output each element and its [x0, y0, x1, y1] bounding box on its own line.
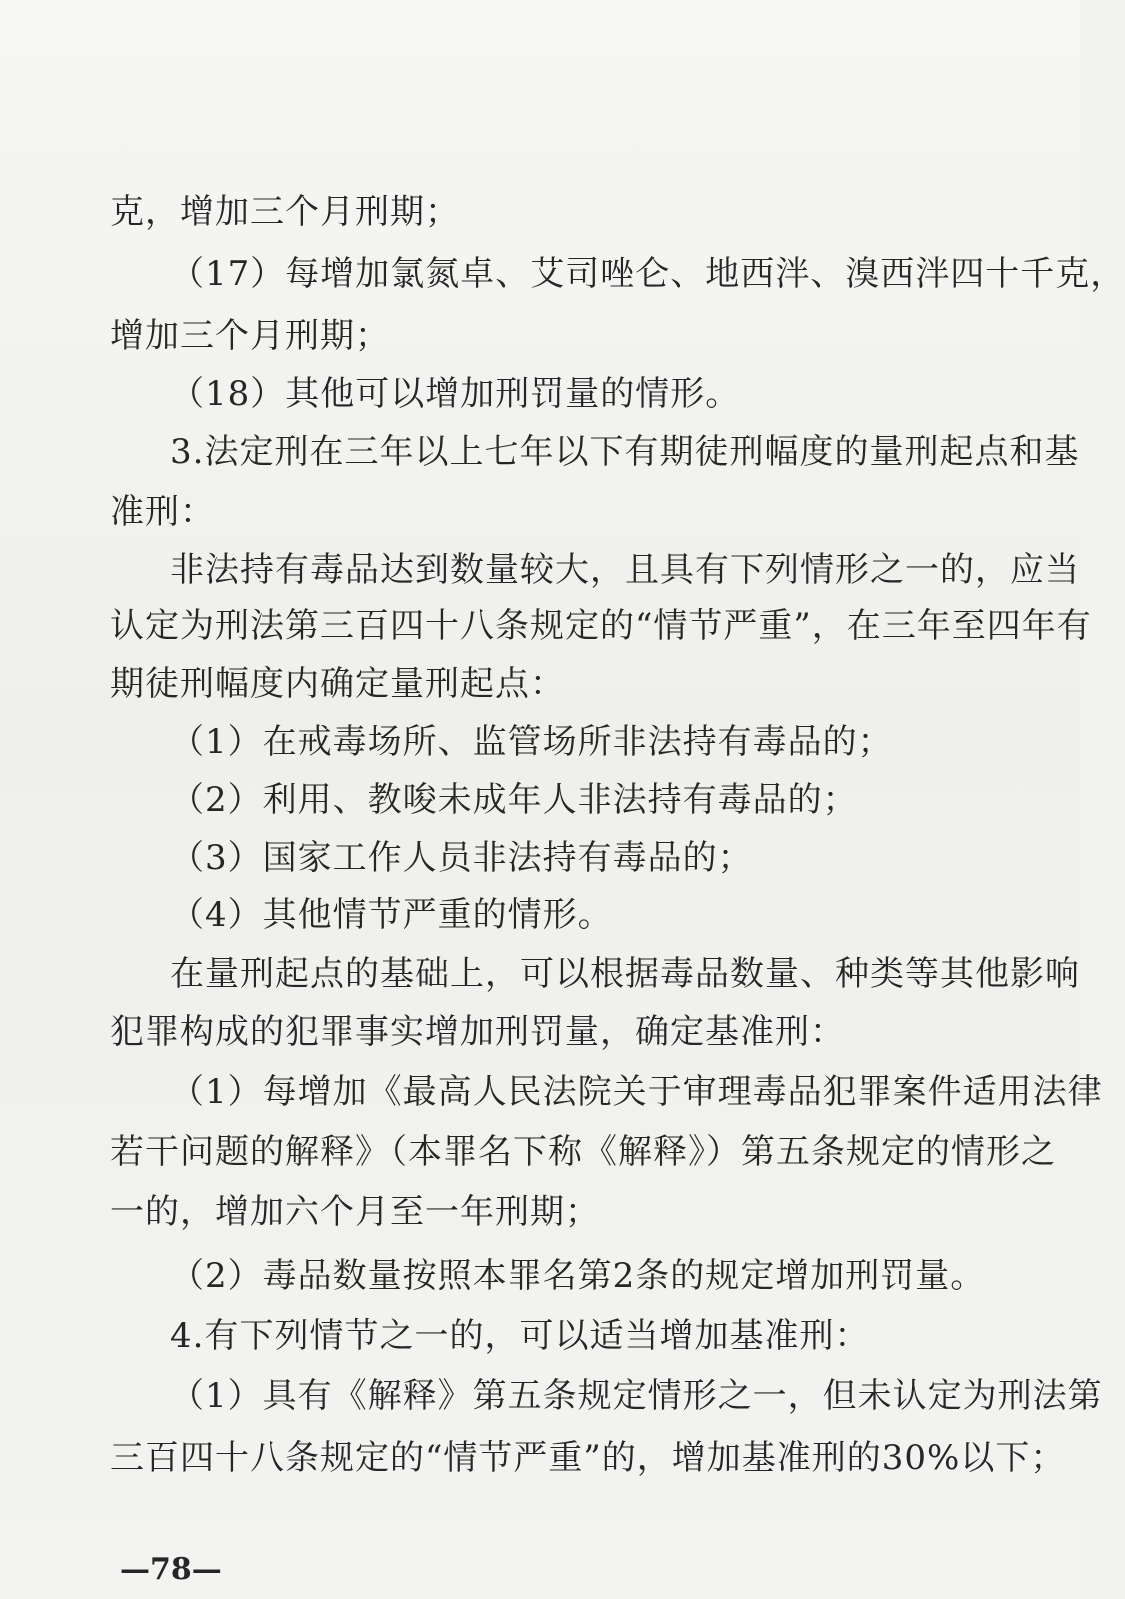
list-item-4: （4）其他情节严重的情形。 [170, 895, 613, 935]
list-item-1-cont: 一的，增加六个月至一年刑期； [110, 1192, 600, 1232]
section-3-heading: 3.法定刑在三年以上七年以下有期徒刑幅度的量刑起点和基 [170, 432, 1080, 472]
paragraph-line: 非法持有毒品达到数量较大，且具有下列情形之一的，应当 [170, 550, 1080, 590]
list-item-1: （1）每增加《最高人民法院关于审理毒品犯罪案件适用法律 [170, 1072, 1103, 1112]
list-item-1: （1）具有《解释》第五条规定情形之一，但未认定为刑法第 [170, 1376, 1103, 1416]
section-3-heading-cont: 准刑： [110, 492, 215, 532]
paragraph-line: 犯罪构成的犯罪事实增加刑罚量，确定基准刑： [110, 1012, 845, 1052]
page-number: —78— [120, 1552, 222, 1587]
section-4-heading: 4.有下列情节之一的，可以适当增加基准刑： [170, 1316, 870, 1356]
paragraph-line: 认定为刑法第三百四十八条规定的“情节严重”，在三年至四年有 [110, 606, 1092, 646]
paragraph-line: 在量刑起点的基础上，可以根据毒品数量、种类等其他影响 [170, 954, 1080, 994]
list-item-1: （1）在戒毒场所、监管场所非法持有毒品的； [170, 722, 893, 762]
list-item-2: （2）利用、教唆未成年人非法持有毒品的； [170, 780, 858, 820]
list-item-1-cont: 三百四十八条规定的“情节严重”的，增加基准刑的30%以下； [110, 1438, 1066, 1478]
text-line-item-18: （18）其他可以增加刑罚量的情形。 [170, 374, 741, 414]
list-item-3: （3）国家工作人员非法持有毒品的； [170, 838, 753, 878]
text-line-continuation: 克，增加三个月刑期； [110, 192, 460, 232]
list-item-2: （2）毒品数量按照本罪名第2条的规定增加刑罚量。 [170, 1256, 986, 1296]
text-line-item-17: （17）每增加氯氮卓、艾司唑仑、地西泮、溴西泮四十千克， [170, 254, 1125, 294]
text-line-item-17-cont: 增加三个月刑期； [110, 316, 390, 356]
list-item-1-cont: 若干问题的解释》（本罪名下称《解释》）第五条规定的情形之 [110, 1132, 1056, 1172]
paragraph-line: 期徒刑幅度内确定量刑起点： [110, 664, 565, 704]
